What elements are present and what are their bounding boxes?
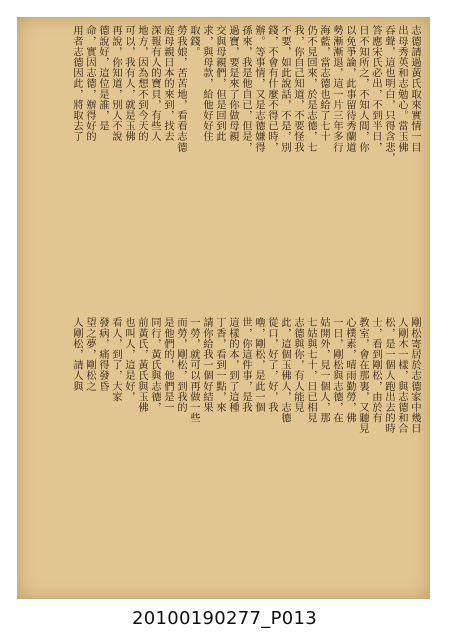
text-column: 辦。等事情，又是志德嫌得 bbox=[253, 25, 265, 153]
archive-caption: 20100190277_P013 bbox=[132, 608, 317, 629]
text-column: 心樸素，晴雨勤勞，佛 bbox=[344, 317, 356, 423]
text-column: 是他們的，他們是一 bbox=[162, 317, 174, 413]
text-column: 我，你自己知道，不要怪我 bbox=[292, 25, 304, 153]
text-column: 庭母親日本的來到，找去 bbox=[162, 25, 174, 142]
text-column: 姑開外，見一個人，那 bbox=[318, 317, 330, 423]
text-column: 而勞，剛松，到我的 bbox=[175, 317, 187, 413]
text-column: 這樣的本，到了這種 bbox=[227, 317, 239, 413]
text-column: 發病，痛得發昏 bbox=[97, 317, 109, 392]
text-column: 也叫人，這是好， bbox=[123, 317, 135, 402]
text-column: 教室，會在那裏，又聽見 bbox=[357, 317, 369, 434]
text-column: 一勞，就可以再做一些 bbox=[188, 317, 200, 423]
text-column: 同行，黃氏與志德， bbox=[149, 317, 161, 413]
text-column: 錢，不會有什麼不得已時， bbox=[266, 25, 278, 153]
text-column: 勢漸漸退，這一片三年多行 bbox=[331, 25, 343, 153]
text-column: 仍不見回來，於是志德，七 bbox=[305, 25, 317, 153]
text-column: 交與母親們，但是回到此 bbox=[214, 25, 226, 142]
text-column: 出母秀英和志勉心。當玉佛 bbox=[396, 25, 408, 153]
text-column: 勞我娘，苦苦地，看看志德 bbox=[175, 25, 187, 153]
text-column: 人剛木一樣，與志德和合 bbox=[396, 317, 408, 434]
text-column: 以免爭論，此事留待秀蘭道 bbox=[344, 25, 356, 153]
text-column: 用者志德因此，將取去了 bbox=[71, 25, 83, 142]
text-column: 七姑與七十，日已相見 bbox=[305, 317, 317, 423]
text-column: 志德請過黃氏取來實情一目 bbox=[409, 25, 421, 153]
text-column: 德說好，這位是誰，是 bbox=[97, 25, 109, 131]
document-page bbox=[17, 17, 430, 599]
text-column: 從口，好了，好，我 bbox=[266, 317, 278, 413]
text-column: 一日，剛松與志德，在 bbox=[331, 317, 343, 423]
text-column: 答應宋氏必出，不到半日， bbox=[370, 25, 382, 153]
text-column: 望之夢，剛松之 bbox=[84, 317, 96, 392]
upper-text-block bbox=[29, 25, 421, 299]
text-column: 深報有人的寶貝，有些人 bbox=[149, 25, 161, 142]
text-column: 世，你這件事，是我 bbox=[240, 317, 252, 413]
text-column: 前黃氏，黃氏與玉佛 bbox=[136, 317, 148, 413]
text-column: 求，與母款，給他好好住 bbox=[201, 25, 213, 142]
text-column: 士，看到剛松，由於有 bbox=[370, 317, 382, 423]
text-column: 日不知所之，不知人間，你 bbox=[357, 25, 369, 153]
text-column: 不要，如此說話，不是，別 bbox=[279, 25, 291, 153]
text-column: 人剛松，請人與 bbox=[71, 317, 83, 392]
text-column: 過寶，要是來了你做母親 bbox=[227, 25, 239, 142]
lower-text-block bbox=[29, 317, 421, 591]
text-column: 吞聲，這也明白，只得含悲， bbox=[383, 25, 395, 163]
text-column: 嚕，剛松，是此一個 bbox=[253, 317, 265, 413]
text-column: 取錢。 bbox=[188, 25, 200, 57]
text-column: 地方，因為想不到今天的 bbox=[136, 25, 148, 142]
text-column: 命，實因志德，辦得好的 bbox=[84, 25, 96, 142]
text-column: 再說，你知道，別人不說 bbox=[110, 25, 122, 142]
text-column: 松，是一個人跑出去的時 bbox=[383, 317, 395, 434]
text-column: 海藍，當志德也給了七十 bbox=[318, 25, 330, 142]
text-column: 丁香，看到一點，來 bbox=[214, 317, 226, 413]
text-column: 可以，我有人，就是玉佛 bbox=[123, 25, 135, 142]
text-column: 請你給我一個好結果 bbox=[201, 317, 213, 413]
text-column: 孫來，我是他自已，但是， bbox=[240, 25, 252, 153]
text-column: 剛松寄居於志德家中幾日 bbox=[409, 317, 421, 434]
text-column: 志德與你，有人能見 bbox=[292, 317, 304, 413]
text-column: 此，這個玉佛人，志德 bbox=[279, 317, 291, 423]
text-column: 看人，到了，大家 bbox=[110, 317, 122, 402]
